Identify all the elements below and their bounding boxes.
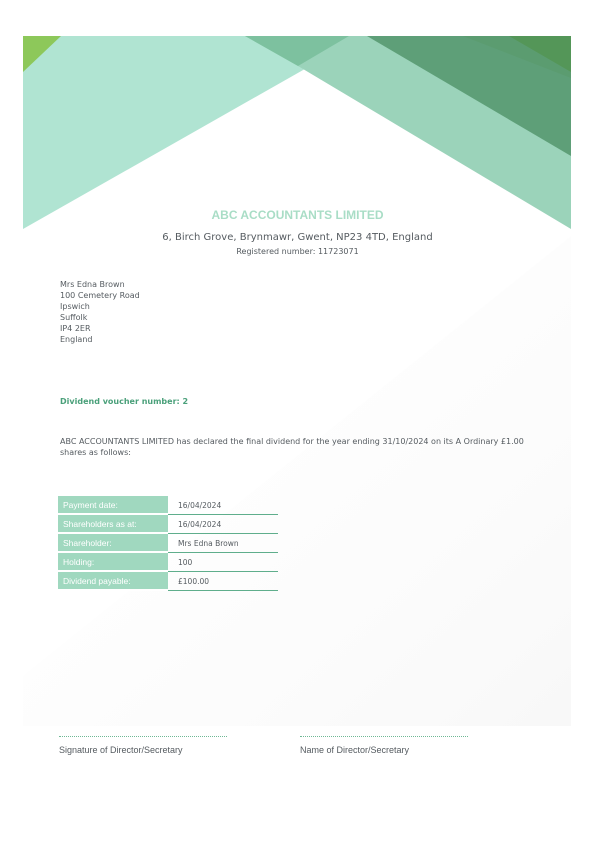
detail-label: Shareholders as at: xyxy=(58,515,168,534)
recipient-line: Mrs Edna Brown xyxy=(60,280,125,289)
table-row xyxy=(58,534,278,553)
detail-label: Dividend payable: xyxy=(58,572,168,591)
detail-value: Mrs Edna Brown xyxy=(168,534,278,553)
name-label: Name of Director/Secretary xyxy=(300,745,410,755)
detail-label: Payment date: xyxy=(58,496,168,515)
detail-label: Shareholder: xyxy=(58,534,168,553)
voucher-sheet xyxy=(23,36,571,726)
recipient-line: IP4 2ER xyxy=(60,324,91,333)
table-row xyxy=(58,553,278,572)
table-row xyxy=(58,515,278,534)
recipient-line: Suffolk xyxy=(60,313,88,322)
detail-label: Holding: xyxy=(58,553,168,572)
registered-number: Registered number: 11723071 xyxy=(236,247,359,256)
recipient-line: 100 Cemetery Road xyxy=(60,291,140,300)
detail-value: 16/04/2024 xyxy=(168,496,278,515)
recipient-line: England xyxy=(60,335,93,344)
dividend-details-table xyxy=(58,496,278,591)
company-address: 6, Birch Grove, Brynmawr, Gwent, NP23 4TD, England xyxy=(162,232,433,243)
detail-value: £100.00 xyxy=(168,572,278,591)
company-name: ABC ACCOUNTANTS LIMITED xyxy=(211,208,384,222)
table-row xyxy=(58,496,278,515)
detail-value: 16/04/2024 xyxy=(168,515,278,534)
name-line xyxy=(300,736,468,737)
recipient-address xyxy=(60,279,140,345)
header-decoration xyxy=(23,36,571,726)
signature-label: Signature of Director/Secretary xyxy=(59,745,183,755)
signature-line xyxy=(59,736,227,737)
recipient-line: Ipswich xyxy=(60,302,90,311)
detail-value: 100 xyxy=(168,553,278,572)
table-row xyxy=(58,572,278,591)
dividend-declaration: ABC ACCOUNTANTS LIMITED has declared the final dividend for the year ending 31/10/2024 on its A Ordinary £1.00 shares as follows: xyxy=(60,437,524,457)
voucher-title: Dividend voucher number: 2 xyxy=(60,397,189,406)
